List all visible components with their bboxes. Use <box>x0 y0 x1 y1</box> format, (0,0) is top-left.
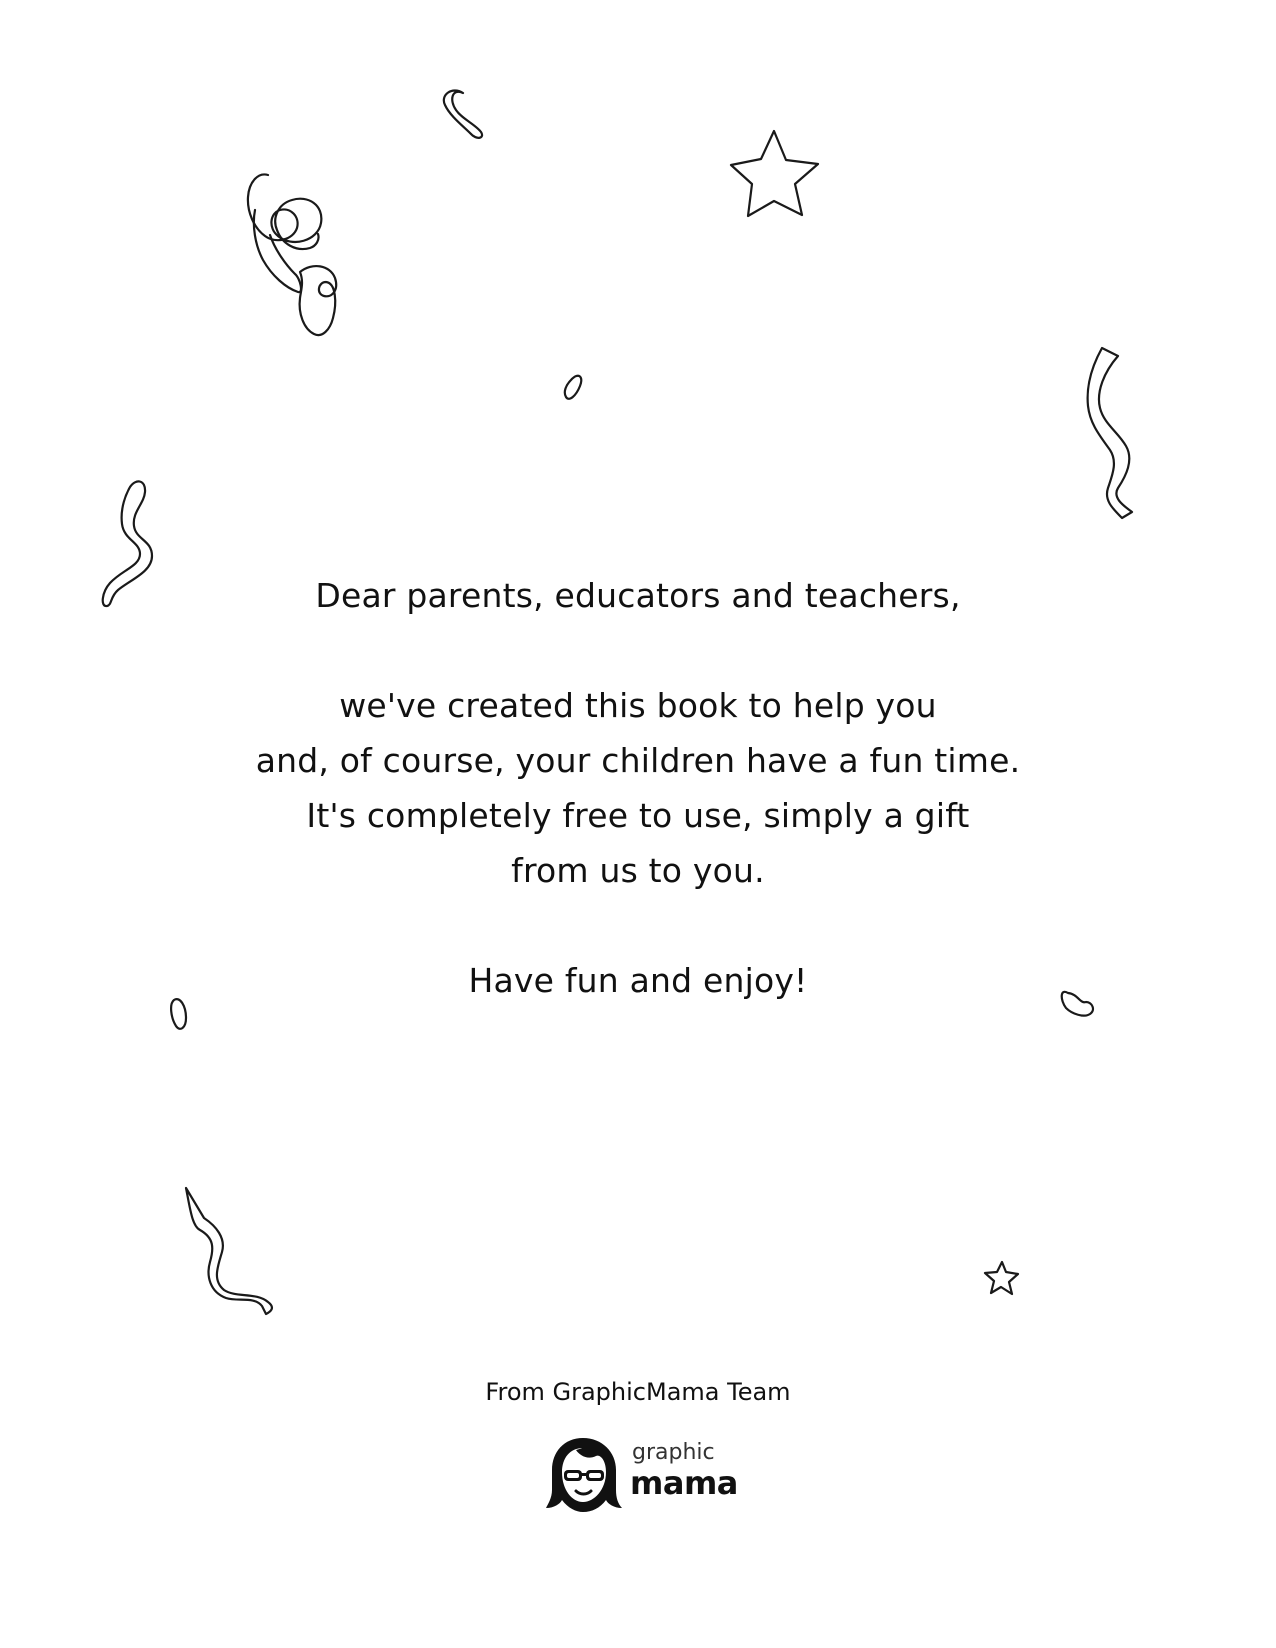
spiral-streamer-icon <box>248 174 321 249</box>
star-icon <box>985 1262 1018 1294</box>
signature-text: From GraphicMama Team <box>485 1378 791 1406</box>
logo-mama-text: mama <box>630 1464 738 1502</box>
paragraph-gap <box>0 898 1276 953</box>
letter-line: It's completely free to use, simply a gift <box>306 796 970 835</box>
streamer-icon <box>1088 348 1132 518</box>
letter-line: and, of course, your children have a fun time. <box>255 741 1021 780</box>
paragraph-gap <box>0 623 1276 678</box>
graphicmama-logo <box>540 1434 740 1514</box>
star-icon <box>731 131 818 216</box>
spiral-streamer-icon <box>254 210 301 292</box>
streamer-icon <box>186 1188 272 1314</box>
confetti-icon <box>444 91 482 138</box>
logo-graphic-text: graphic <box>632 1440 715 1465</box>
letter-body <box>0 568 1276 1008</box>
spiral-streamer-icon <box>300 266 337 335</box>
letter-greeting: Dear parents, educators and teachers, <box>315 576 961 615</box>
letter-closing: Have fun and enjoy! <box>468 961 808 1000</box>
graphicmama-face-logo-icon <box>540 1434 626 1514</box>
letter-line: we've created this book to help you <box>339 686 937 725</box>
letter-line: from us to you. <box>511 851 765 890</box>
confetti-icon <box>565 376 581 399</box>
